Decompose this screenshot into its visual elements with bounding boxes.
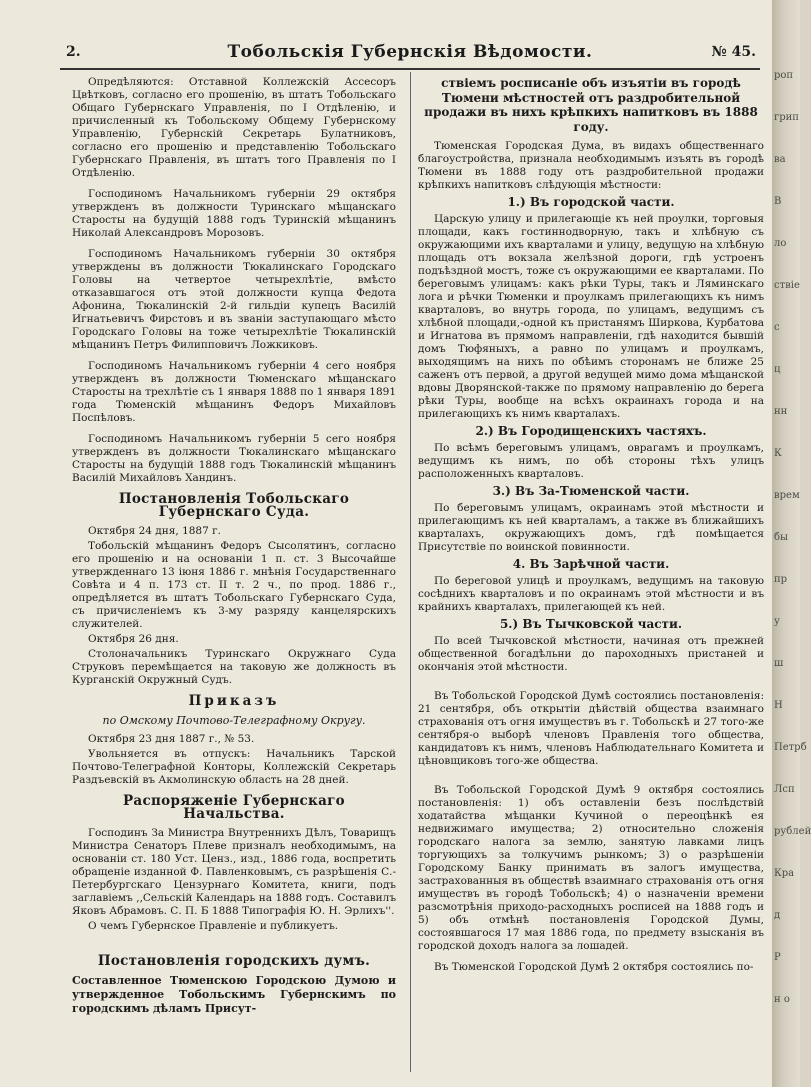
section-4-paragraph: По береговой улицѣ и проулкамъ, ведущимъ на таковую сосѣднихъ кварталовъ и по окраинамъ этой мѣстности и въ крайнихъ кварталахъ, прилегающей къ ней. (418, 575, 764, 613)
city-duma-heading: Постановленія городскихъ думъ. (97, 953, 371, 969)
section-3-paragraph: По береговымъ улицамъ, окраинамъ этой мѣстности и прилегающимъ къ ней кварталамъ, а также въ ближайшихъ кварталахъ, окружающихъ домъ, гдѣ помѣщается Присутствіе по воинской повинности. (418, 502, 764, 553)
court-heading: Постановленія Тобольскаго Губернскаго Суда. (118, 491, 350, 520)
edge-fragment: Р (774, 952, 781, 963)
section-1-heading: 1.) Въ городской части. (507, 195, 675, 209)
section-3-heading: 3.) Въ За-Тюменской части. (492, 484, 690, 498)
firstov-paragraph: Господиномъ Начальникомъ губерніи 30 октября утверждены въ должности Тюкалинскаго Городскаго Головы на четвертое четырехлѣтіе, вмѣсто отказавшагося отъ этой должности купца Федота Афонина, Тюкалинскій 2-й гильдіи купецъ Василій Игнатьевичъ Фирстовъ и въ званіи заступающаго мѣсто Городскаго Головы на тоже четырехлѣтіе Тюкалинскій мѣщанинъ Петръ Филипповичъ Ложкиковъ. (72, 248, 396, 351)
edge-fragment: пр (774, 574, 788, 585)
edge-fragment: Кра (774, 868, 795, 879)
edge-fragment: В (774, 196, 782, 207)
page-number: 2. (66, 44, 81, 60)
left-column (72, 76, 396, 1016)
edge-fragment: ш (774, 658, 784, 669)
section-1-paragraph: Царскую улицу и прилегающіе къ ней проулки, торговыя площади, какъ гостиннодворную, такъ и хлѣбную съ окружающими ихъ кварталами и улицу, ведущую на хлѣбную площадь отъ вокзала желѣзной дороги, гдѣ устроенъ подъѣздной мостъ, тоже съ окружающими ее кварталами. По береговымъ улицамъ: какъ рѣки Туры, такъ и Ляминскаго лога и рѣчки Тюменки и проулкамъ прилегающихъ къ нимъ кварталовъ, во внутрь города, по улицамъ, ведущимъ съ хлѣбной площади,-одной къ пристанямъ Ширкова, Курбатова и Игнатова въ прямомъ направленіи, гдѣ находится бывшій домъ Тюфяныхъ, а равно по улицамъ и проулкамъ, выходящимъ на нихъ по обѣимъ сторонамъ не ближе 25 саженъ отъ первой, а другой ведущей мимо дома мѣщанской вдовы Дворянской-также по прямому направленію до берега рѣки Туры, вообще на всѣхъ окраинахъ города и на прилегающихъ къ нимъ кварталахъ. (418, 213, 764, 420)
court-paragraph-2: Столоначальникъ Туринскаго Окружнаго Суда Струковъ перемѣщается на таковую же должность въ Курганскій Окружный Судъ. (72, 648, 396, 686)
edge-fragment: грип (774, 112, 799, 123)
right-column (418, 76, 764, 982)
edge-fragment: Петрб (774, 742, 807, 753)
edge-fragment: Лсп (774, 784, 795, 795)
schedule-heading-end: ствіемъ росписаніе объ изъятіи въ городѣ Тюмени мѣстностей отъ раздробительной продажи въ нихъ крѣпкихъ напитковъ въ 1888 году. (424, 76, 758, 134)
court-date-1: Октября 24 дня, 1887 г. (88, 525, 221, 537)
pospelov-paragraph: Господиномъ Начальникомъ губерніи 4 сего ноября утвержденъ въ должности Тюменскаго мѣщанскаго Старосты на трехлѣтіе съ 1 января 1888 по 1 января 1891 года Тюменскій мѣщанинъ Федоръ Михайловъ Поспѣловъ. (72, 360, 396, 424)
edge-fragment: бы (774, 532, 788, 543)
tobolsk-duma-sept-paragraph: Въ Тобольской Городской Думѣ состоялись постановленія: 21 сентября, объ открытіи дѣйствій общества взаимнаго страхованія отъ огня имуществъ въ г. Тобольскѣ и 27 того-же сентября-о выборѣ членовъ Правленія того общества, кандидатовъ къ нимъ, членовъ Наблюдательнаго Комитета и цѣновщиковъ того-же общества. (418, 690, 764, 767)
tyumen-duma-paragraph: Въ Тюменской Городской Думѣ 2 октября состоялись по- (434, 961, 754, 973)
court-date-2: Октября 26 дня. (88, 633, 179, 645)
decree-closing: О чемъ Губернское Правленіе и публикуетъ. (88, 920, 339, 932)
edge-fragment: с (774, 322, 780, 333)
section-5-paragraph: По всей Тычковской мѣстности, начиная отъ прежней общественной богадѣльни до пароходныхъ пристаней и окончанія этой мѣстности. (418, 635, 764, 673)
morozov-paragraph: Господиномъ Начальникомъ губерніи 29 октября утвержденъ въ должности Туринскаго мѣщанскаго Старосты на будущій 1888 годъ Туринскій мѣщанинъ Николай Александровъ Морозовъ. (72, 188, 396, 239)
order-date: Октября 23 дня 1887 г., № 53. (88, 733, 255, 745)
edge-fragment: врем (774, 490, 800, 501)
order-heading: Приказъ (188, 693, 280, 709)
section-2-heading: 2.) Въ Городищенскихъ частяхъ. (475, 424, 707, 438)
page-header (60, 38, 760, 70)
edge-fragment: Н (774, 700, 783, 711)
appointments-paragraph: Опредѣляются: Отставной Коллежскій Ассесоръ Цвѣтковъ, согласно его прошенію, въ штатъ Тобольскаго Общаго Губернскаго Управленія, по I Отдѣленію, и причисленный къ Тобольскому Общему Губернскому Управленію, Губернскій Секретарь Булатниковъ, согласно его прошенію и представленію Тобольскаго Губернскаго Правленія, въ штатъ того Правленія по I Отдѣленію. (72, 76, 396, 179)
tobolsk-duma-oct-paragraph: Въ Тобольской Городской Думѣ 9 октября состоялись постановленія: 1) объ оставленіи безъ послѣдствій ходатайства мѣщанки Кучиной о переоцѣнкѣ ея недвижимаго имущества; 2) относительно сложенія городскаго налога за землю, занятую лавками лицъ торгующихъ за толкучимъ рынкомъ; 3) о разрѣшеніи Городскому Банку принимать въ залогъ имущества, застрахованныя въ обществѣ взаимнаго страхованія отъ огня имуществъ въ городѣ Тобольскѣ; 4) о назначеніи времени разсмотрѣнія приходо-расходныхъ росписей на 1888 годъ и 5) объ отмѣнѣ постановленія Городской Думы, состоявшагося 17 мая 1886 года, по предмету взысканія въ городской доходъ налога за лошадей. (418, 784, 764, 952)
decree-paragraph: Господинъ За Министра Внутреннихъ Дѣлъ, Товарищъ Министра Сенаторъ Плеве призналъ необходимымъ, на основаніи ст. 180 Уст. Ценз., изд., 1886 года, воспретить обращеніе изданной Ф. Павленковымъ, съ разрѣшенія С.-Петербургскаго Цензурнаго Комитета, книги, подъ заглавіемъ ,,Сельскій Календарь на 1888 годъ. Составилъ Яковъ Абрамовъ. С. П. Б 1888 Типографія Ю. Н. Эрлихъ''. (72, 827, 396, 917)
section-5-heading: 5.) Въ Тычковской части. (499, 617, 683, 631)
duma-intro-paragraph: Тюменская Городская Дума, въ видахъ общественнаго благоустройства, признала необходимымъ изъять въ городѣ Тюмени въ 1888 году отъ раздробительной продажи крѣпкихъ напитковъ слѣдующія мѣстности: (418, 140, 764, 191)
edge-fragment: ствіе (774, 280, 800, 291)
decree-heading: Распоряженіе Губернскаго Начальства. (122, 793, 345, 822)
edge-fragment: К (774, 448, 782, 459)
section-2-paragraph: По всѣмъ береговымъ улицамъ, оврагамъ и проулкамъ, ведущимъ къ нимъ, по обѣ стороны тѣхъ улицъ расположенныхъ кварталовъ. (418, 442, 764, 480)
column-divider (410, 72, 411, 1072)
edge-fragment: ц (774, 364, 781, 375)
khandin-paragraph: Господиномъ Начальникомъ губерніи 5 сего ноября утвержденъ въ должности Тюкалинскаго мѣщанскаго Старосты на будущій 1888 годъ Тюкалинскій мѣщанинъ Василій Михайловъ Хандинъ. (72, 433, 396, 484)
order-paragraph: Увольняется въ отпускъ: Начальникъ Тарской Почтово-Телеграфной Конторы, Коллежскій Секретарь Раздъевскій въ Акмолинскую область на 28 дней. (72, 748, 396, 786)
issue-number: № 45. (711, 44, 756, 60)
edge-fragment: у (774, 616, 780, 627)
edge-fragment: ва (774, 154, 786, 165)
section-4-heading: 4. Въ Зарѣчной части. (512, 557, 670, 571)
schedule-heading-start: Составленное Тюменскою Городскою Думою и утвержденное Тобольскимъ Губернскимъ по городскимъ дѣламъ Присут- (72, 974, 396, 1015)
order-subheading: по Омскому Почтово-Телеграфному Округу. (102, 714, 366, 727)
edge-fragment: н о (774, 994, 790, 1005)
edge-fragment: д (774, 910, 781, 921)
newspaper-title: Тобольскія Губернскія Вѣдомости. (227, 42, 593, 62)
edge-fragment: роп (774, 70, 794, 81)
court-paragraph-1: Тобольскій мѣщанинъ Федоръ Сысолятинъ, согласно его прошенію и на основаніи 1 п. ст. 3 Высочайше утвержденнаго 13 іюня 1886 г. мнѣнія Государственнаго Совѣта и 4 п. 173 ст. II т. 2 ч., по прод. 1886 г., опредѣляется въ штатъ Тобольскаго Губернскаго Суда, съ причисленіемъ къ 3-му разряду канцелярскихъ служителей. (72, 540, 396, 630)
edge-fragment: нн (774, 406, 788, 417)
edge-fragment: ло (774, 238, 787, 249)
next-page-edge (772, 0, 811, 1087)
edge-fragment: рублей (774, 826, 811, 837)
